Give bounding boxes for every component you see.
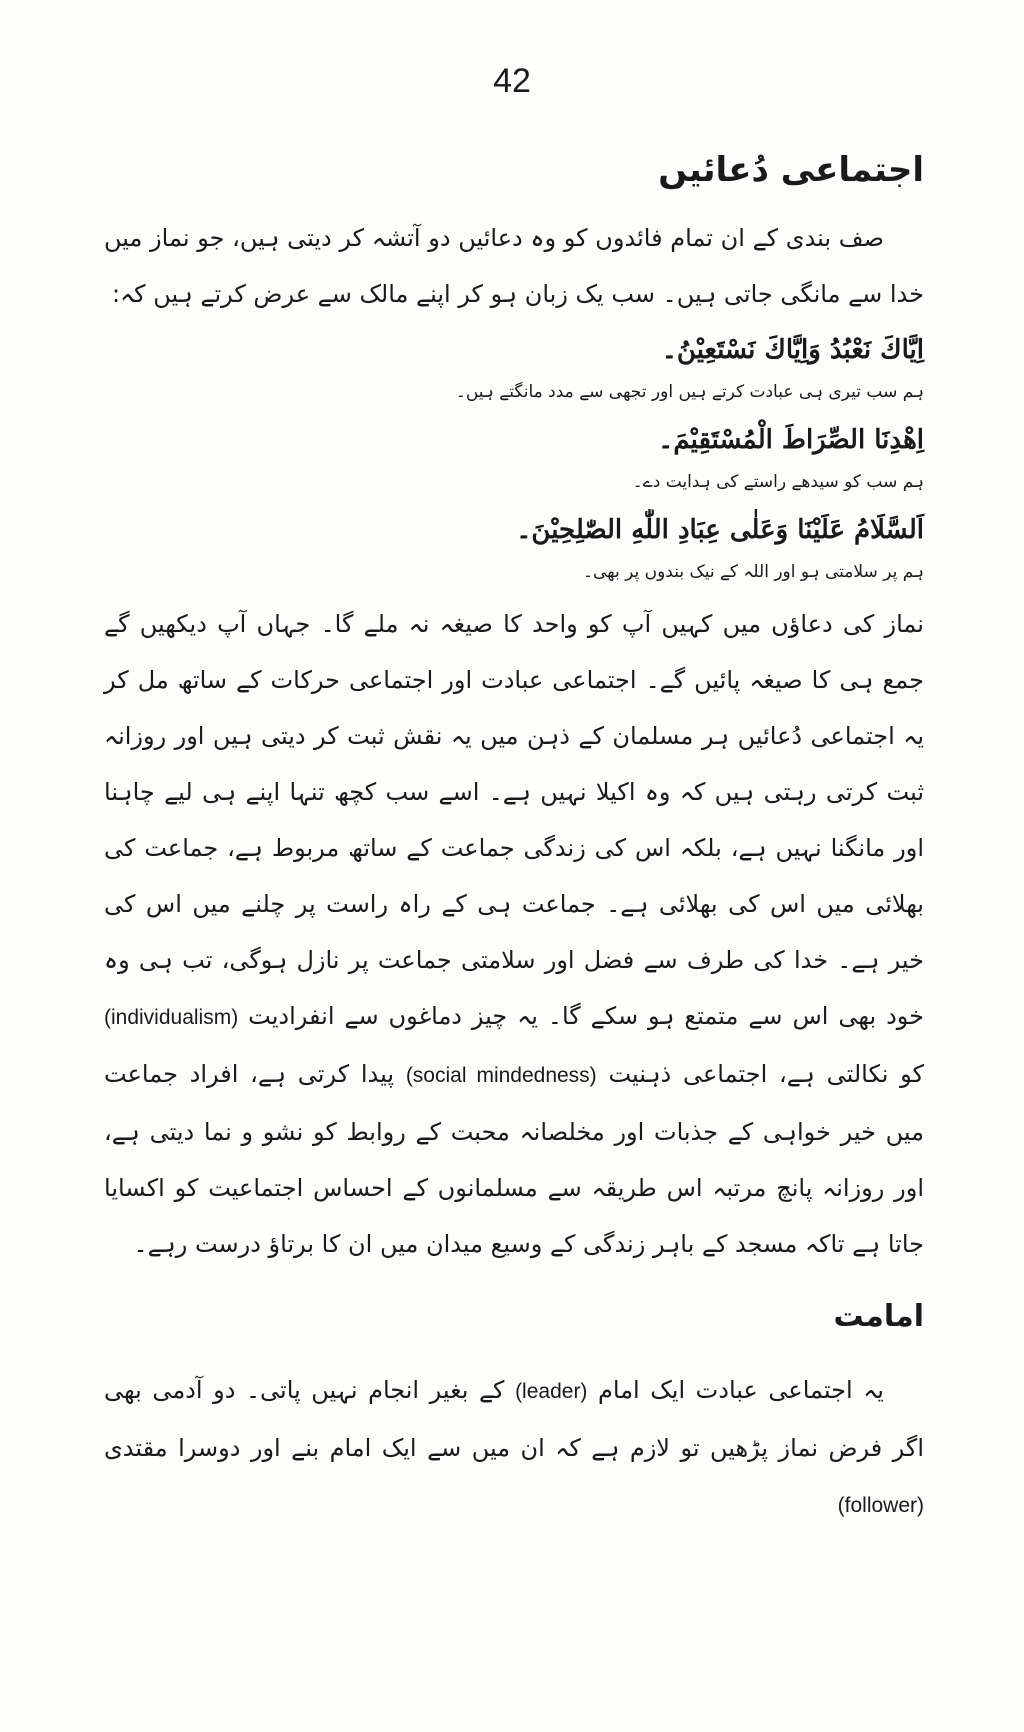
section-heading-collective-prayers: اجتماعی دُعائیں	[658, 150, 924, 190]
body-paragraph	[104, 596, 924, 1272]
page-content	[104, 140, 924, 1534]
quran-verse: اِهْدِنَا الصِّرَاطَ الْمُسْتَقِيْمَ۔	[658, 425, 924, 455]
prayer-verse: اَلسَّلَامُ عَلَيْنَا وَعَلٰى عِبَادِ اللّٰهِ الصّٰلِحِيْنَ۔	[516, 515, 924, 545]
section-heading-imamat: امامت	[833, 1299, 924, 1334]
body-text: یہ اجتماعی عبادت ایک امام	[598, 1376, 884, 1404]
body-text: کو نکالتی ہے، اجتماعی ذہنیت	[608, 1060, 924, 1088]
body-text: نماز کی دعاؤں میں کہیں آپ کو واحد کا صیغہ نہ ملے گا۔ جہاں آپ دیکھیں گے جمع ہی کا صیغہ پائیں گے۔ اجتماعی عبادت اور اجتماعی حرکات کے ساتھ مل کر یہ اجتماعی دُعائیں ہر مسلمان کے ذہن میں یہ نقش ثبت کر دیتی ہیں اور روزانہ ثبت کرتی رہتی ہیں کہ وہ اکیلا نہیں ہے۔ اسے سب کچھ تنہا اپنے ہی لیے چاہنا اور مانگنا نہیں ہے، بلکہ اس کی زندگی جماعت کے ساتھ مربوط ہے، جماعت کی بھلائی میں اس کی بھلائی ہے۔ جماعت ہی کے راہ راست پر چلنے میں اس کی خیر ہے۔ خدا کی طرف سے فضل اور سلامتی جماعت پر نازل ہوگی، تب ہی وہ خود بھی اس سے متمتع ہو سکے گا۔ یہ چیز دماغوں سے انفرادیت	[104, 610, 924, 1030]
quran-verse: اِيَّاكَ نَعْبُدُ وَاِيَّاكَ نَسْتَعِيْنُ۔	[661, 335, 924, 365]
page-number: 42	[493, 62, 531, 100]
imamat-paragraph	[104, 1362, 924, 1534]
verse-translation: ہم پر سلامتی ہو اور اللہ کے نیک بندوں پر بھی۔	[582, 562, 924, 582]
body-text: کے بغیر انجام نہیں پاتی۔ دو آدمی بھی اگر فرض نماز پڑھیں تو لازم ہے کہ ان میں سے ایک امام بنے اور دوسرا مقتدی	[104, 1376, 924, 1462]
body-text: پیدا کرتی ہے، افراد جماعت میں خیر خواہی کے جذبات اور مخلصانہ محبت کے روابط کو نشو و نما دیتی ہے، اور روزانہ پانچ مرتبہ اس طریقہ سے مسلمانوں کے احساس اجتماعیت کو اکسایا جاتا ہے تاکہ مسجد کے باہر زندگی کے وسیع میدان میں ان کا برتاؤ درست رہے۔	[104, 1060, 924, 1258]
verse-translation: ہم سب تیری ہی عبادت کرتے ہیں اور تجھی سے مدد مانگتے ہیں۔	[455, 382, 924, 402]
english-term: (leader)	[515, 1380, 588, 1403]
intro-paragraph: صف بندی کے ان تمام فائدوں کو وہ دعائیں دو آتشہ کر دیتی ہیں، جو نماز میں خدا سے مانگی جاتی ہیں۔ سب یک زبان ہو کر اپنے مالک سے عرض کرتے ہیں کہ:	[104, 224, 924, 308]
english-term: (social mindedness)	[405, 1064, 597, 1087]
english-term: (follower)	[837, 1494, 924, 1517]
verse-translation: ہم سب کو سیدھے راستے کی ہدایت دے۔	[632, 472, 924, 492]
english-term: (individualism)	[104, 1006, 239, 1029]
